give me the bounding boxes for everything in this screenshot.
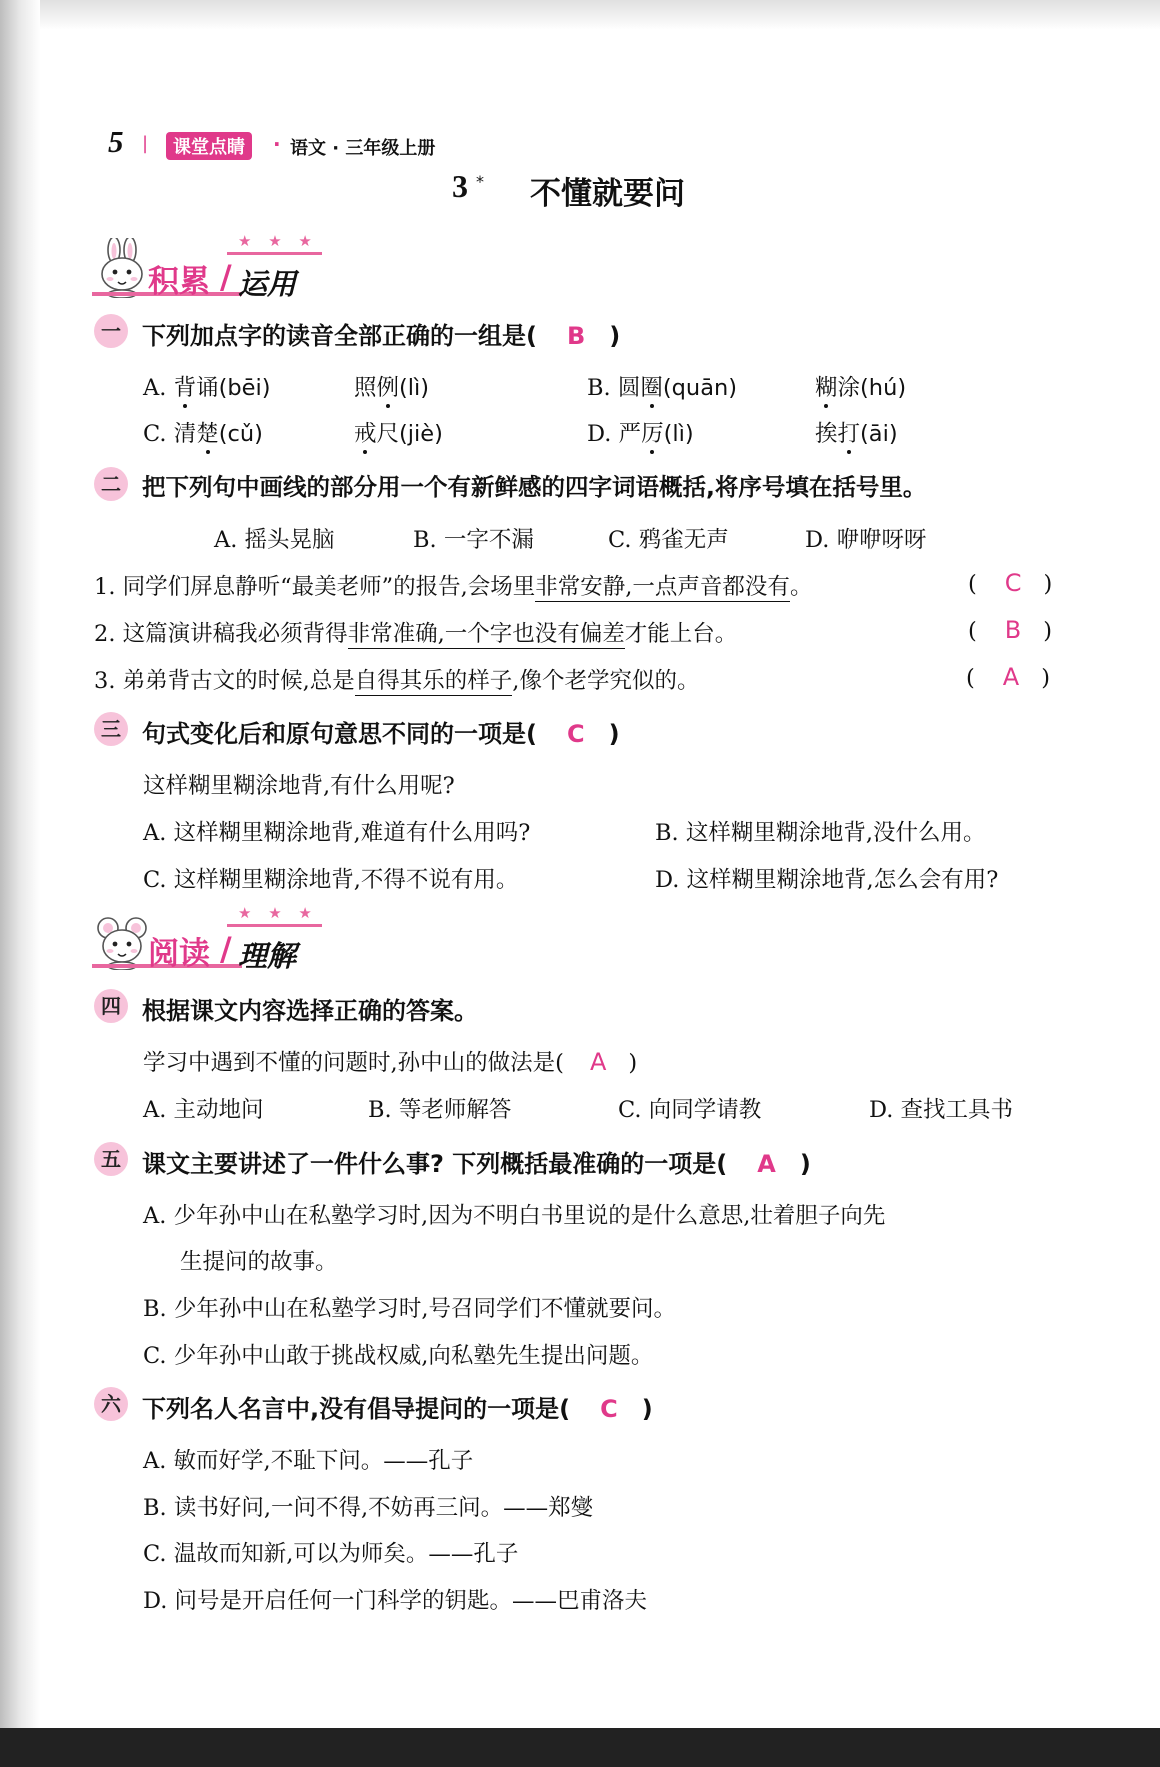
q4-stem: 学习中遇到不懂的问题时,孙中山的做法是( A )	[143, 1048, 638, 1076]
section-title-main: 阅读	[148, 936, 210, 972]
option-q3-c: C. 这样糊里糊涂地背,不得不说有用。	[143, 867, 519, 893]
option-q5-c: C. 少年孙中山敢于挑战权威,向私塾先生提出问题。	[143, 1343, 654, 1369]
option-q1-c: C. 清楚(cǔ)	[143, 421, 263, 447]
lesson-star: *	[476, 172, 484, 191]
option-q4-b: B. 等老师解答	[368, 1097, 512, 1123]
question-number-6: 六	[94, 1387, 128, 1421]
q2-bracket-3: ( A )	[966, 663, 1050, 691]
option-q4-a: A. 主动地问	[143, 1097, 264, 1123]
choice-q2-c: C. 鸦雀无声	[608, 527, 729, 553]
question-1-text: 下列加点字的读音全部正确的一组是( B )	[142, 322, 621, 350]
answer-q1: B	[566, 322, 586, 350]
section-header-accumulate	[92, 232, 332, 312]
option-q5-b: B. 少年孙中山在私塾学习时,号召同学们不懂就要问。	[143, 1296, 676, 1322]
page-shadow-top	[0, 0, 1160, 30]
q2-bracket-1: ( C )	[968, 569, 1053, 597]
section-title-sub: 理解	[238, 939, 297, 973]
mouse-mascot-icon	[96, 910, 152, 970]
option-q3-d: D. 这样糊里糊涂地背,怎么会有用?	[655, 867, 999, 893]
answer-q3: C	[566, 720, 585, 748]
answer-q2-2: B	[1004, 616, 1022, 644]
option-q5-a: A. 少年孙中山在私塾学习时,因为不明白书里说的是什么意思,壮着胆子向先	[143, 1203, 886, 1229]
choice-q2-d: D. 咿咿呀呀	[805, 527, 927, 553]
book-info: 语文 · 三年级上册	[290, 138, 436, 159]
q2-item-2: 2. 这篇演讲稿我必须背得非常准确,一个字也没有偏差才能上台。	[94, 621, 738, 647]
option-q1-b2: 糊涂(hú)	[815, 375, 907, 401]
option-q6-c: C. 温故而知新,可以为师矣。——孔子	[143, 1541, 519, 1567]
lesson-title: 不懂就要问	[530, 176, 685, 212]
option-q1-a2: 照例(lì)	[354, 375, 430, 401]
answer-q2-3: A	[1002, 663, 1020, 691]
answer-q4: A	[589, 1048, 607, 1076]
section-title-sub: 运用	[238, 267, 297, 301]
option-q6-a: A. 敏而好学,不耻下问。——孔子	[143, 1448, 474, 1474]
question-number-4: 四	[94, 989, 128, 1023]
option-q3-b: B. 这样糊里糊涂地背,没什么用。	[655, 820, 986, 846]
section-topline	[227, 924, 322, 927]
section-topline	[227, 252, 322, 255]
answer-q6: C	[600, 1395, 618, 1423]
question-number-1: 一	[94, 314, 128, 348]
header-divider: |	[142, 133, 149, 154]
q3-original-sentence: 这样糊里糊涂地背,有什么用呢?	[143, 773, 455, 799]
option-q6-b: B. 读书好问,一问不得,不妨再三问。——郑燮	[143, 1495, 594, 1521]
question-number-2: 二	[94, 467, 128, 501]
series-badge: 课堂点睛	[166, 132, 252, 160]
question-3-text: 句式变化后和原句意思不同的一项是( C )	[142, 720, 620, 748]
option-q4-c: C. 向同学请教	[618, 1097, 762, 1123]
option-q1-b: B. 圆圈(quān)	[587, 375, 738, 401]
question-number-3: 三	[94, 712, 128, 746]
bottom-bar	[0, 1728, 1160, 1767]
choice-q2-b: B. 一字不漏	[413, 527, 534, 553]
q2-item-3: 3. 弟弟背古文的时候,总是自得其乐的样子,像个老学究似的。	[94, 668, 700, 694]
option-q6-d: D. 问号是开启任何一门科学的钥匙。——巴甫洛夫	[143, 1588, 648, 1614]
question-6-text: 下列名人名言中,没有倡导提问的一项是( C )	[142, 1395, 653, 1423]
answer-q5: A	[757, 1150, 776, 1178]
choice-q2-a: A. 摇头晃脑	[214, 527, 335, 553]
q2-item-1: 1. 同学们屏息静听“最美老师”的报告,会场里非常安静,一点声音都没有。	[94, 574, 813, 600]
option-q5-a-cont: 生提问的故事。	[180, 1249, 338, 1275]
question-4-text: 根据课文内容选择正确的答案。	[142, 997, 478, 1025]
section-title-main: 积累	[148, 264, 210, 300]
question-5-text: 课文主要讲述了一件什么事? 下列概括最准确的一项是( A )	[142, 1150, 811, 1178]
option-q1-d: D. 严厉(lì)	[587, 421, 694, 447]
header-dot: ·	[273, 132, 281, 156]
option-q1-a: A. 背诵(bēi)	[143, 375, 271, 401]
question-2-text: 把下列句中画线的部分用一个有新鲜感的四字词语概括,将序号填在括号里。	[142, 473, 927, 501]
question-number-5: 五	[94, 1142, 128, 1176]
q2-bracket-2: ( B )	[968, 616, 1053, 644]
section-slash: /	[220, 930, 232, 968]
option-q1-d2: 挨打(āi)	[815, 421, 898, 447]
page-number: 5	[108, 124, 124, 159]
option-q1-c2: 戒尺(jiè)	[354, 421, 443, 447]
option-q4-d: D. 查找工具书	[869, 1097, 1014, 1123]
rabbit-mascot-icon	[96, 238, 152, 298]
option-q3-a: A. 这样糊里糊涂地背,难道有什么用吗?	[143, 820, 531, 846]
star-rating-icon: ★ ★ ★	[238, 232, 318, 250]
page-shadow-left	[0, 0, 40, 1728]
answer-q2-1: C	[1004, 569, 1022, 597]
section-header-reading	[92, 904, 332, 984]
lesson-number: 3	[452, 168, 468, 204]
section-slash: /	[220, 258, 232, 296]
star-rating-icon: ★ ★ ★	[238, 904, 318, 922]
